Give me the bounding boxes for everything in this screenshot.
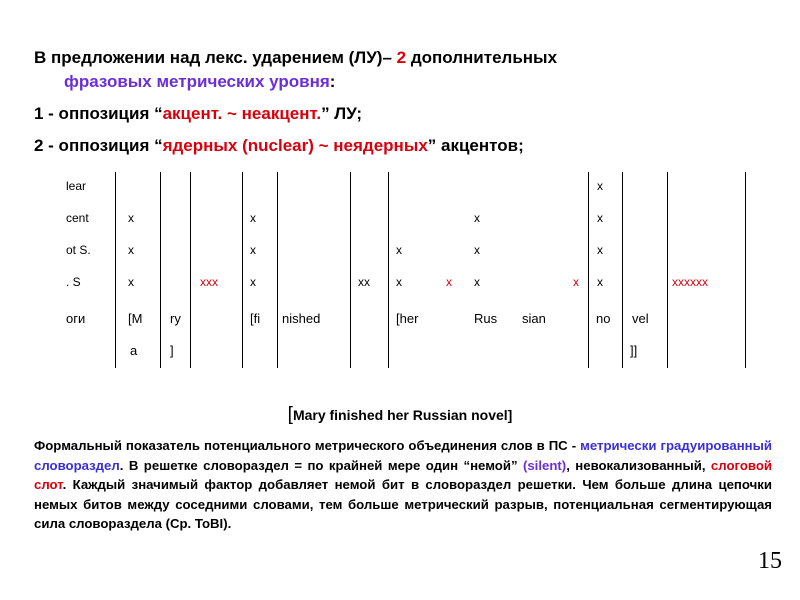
opposition-item-1 <box>34 104 362 124</box>
grid-mark: x <box>597 275 603 289</box>
heading-text: В предложении над лекс. ударением (ЛУ)– <box>34 48 397 67</box>
row-label-words: оги <box>66 311 86 326</box>
sentence-text: Mary finished her Russian novel] <box>292 407 513 423</box>
metrical-levels-term: фразовых метрических уровня <box>64 72 330 91</box>
word-segment: no <box>596 311 611 326</box>
accent-opposition: акцент. ~ неакцент. <box>162 104 322 123</box>
word-segment: vel <box>632 311 649 326</box>
grid-mark: x <box>597 211 603 225</box>
word-segment: ry <box>170 311 181 326</box>
para-text: . В решетке словораздел = по крайней мере один “немой” <box>119 457 523 473</box>
silent-slot-mark: x <box>446 275 452 289</box>
grid-mark: x <box>396 275 402 289</box>
page-number: 15 <box>758 548 782 574</box>
word-segment: а <box>130 343 138 358</box>
grid-line <box>277 172 278 368</box>
word-segment: ] <box>170 343 174 358</box>
row-label-syllable: . S <box>66 275 81 289</box>
heading-colon: : <box>329 72 336 91</box>
grid-mark: x <box>396 243 402 257</box>
heading-line-1 <box>34 48 557 68</box>
grid-line <box>588 172 589 368</box>
silent-slot-mark: x <box>573 275 579 289</box>
word-segment: Rus <box>474 311 498 326</box>
silent-term: (silent) <box>522 457 567 473</box>
word-segment: nished <box>282 311 321 326</box>
word-segment: sian <box>522 311 546 326</box>
word-segment: ]] <box>630 343 638 358</box>
word-segment: [M <box>128 311 143 326</box>
grid-line <box>160 172 161 368</box>
grid-mark: x <box>250 275 256 289</box>
grid-mark: x <box>597 243 603 257</box>
silent-slot-mark: xxx <box>200 275 218 289</box>
item1-prefix: 1 - оппозиция “ <box>34 104 163 123</box>
grid-mark: x <box>128 275 134 289</box>
grid-line <box>190 172 191 368</box>
item2-suffix: ” акцентов; <box>427 136 524 155</box>
nuclear-opposition: ядерных (nuclear) ~ неядерных <box>162 136 428 155</box>
row-label-lex-stress: ot S. <box>66 243 91 257</box>
grid-mark: x <box>250 243 256 257</box>
word-segment: [fi <box>250 311 261 326</box>
grid-line <box>745 172 746 368</box>
item1-suffix: ” ЛУ; <box>321 104 363 123</box>
grid-line <box>622 172 623 368</box>
example-sentence <box>0 404 800 426</box>
grid-line <box>388 172 389 368</box>
item2-prefix: 2 - оппозиция “ <box>34 136 163 155</box>
grid-line <box>350 172 351 368</box>
grid-mark: x <box>597 179 603 193</box>
row-label-accent: cent <box>66 211 89 225</box>
heading-text-end: дополнительных <box>406 48 558 67</box>
word-segment: [her <box>396 311 419 326</box>
para-text: , невокализованный, <box>566 457 711 473</box>
grid-mark: x <box>128 243 134 257</box>
opposition-item-2 <box>34 136 524 156</box>
grid-mark: x <box>474 275 480 289</box>
grid-mark: x <box>474 243 480 257</box>
para-text: . Каждый значимый фактор добавляет немой бит в словораздел решетки. Чем больше длина цепочки немых битов между соседними словами, тем больше метрический разрыв, потенциальная сегментирующая сила словораздела (Ср. ToBI). <box>34 477 772 531</box>
grid-mark: x <box>474 211 480 225</box>
metrical-grid <box>66 172 746 368</box>
levels-count: 2 <box>396 48 407 67</box>
graded-word-boundary-term: метрически градуированный словораздел <box>34 438 772 473</box>
para-text: Формальный показатель потенциального метрического объединения слов в ПС - <box>34 438 581 453</box>
silent-slot-mark: xxxxxx <box>672 275 708 289</box>
grid-line <box>667 172 668 368</box>
grid-line <box>115 172 116 368</box>
grid-mark: xx <box>358 275 370 289</box>
grid-mark: x <box>250 211 256 225</box>
grid-line <box>242 172 243 368</box>
heading-line-2 <box>64 72 335 92</box>
sentence-bracket: [ <box>287 404 293 425</box>
grid-mark: x <box>128 211 134 225</box>
row-label-nuclear: lear <box>66 179 87 193</box>
explanation-paragraph <box>34 436 772 534</box>
syllable-slot-term: слоговой слот <box>34 457 772 492</box>
